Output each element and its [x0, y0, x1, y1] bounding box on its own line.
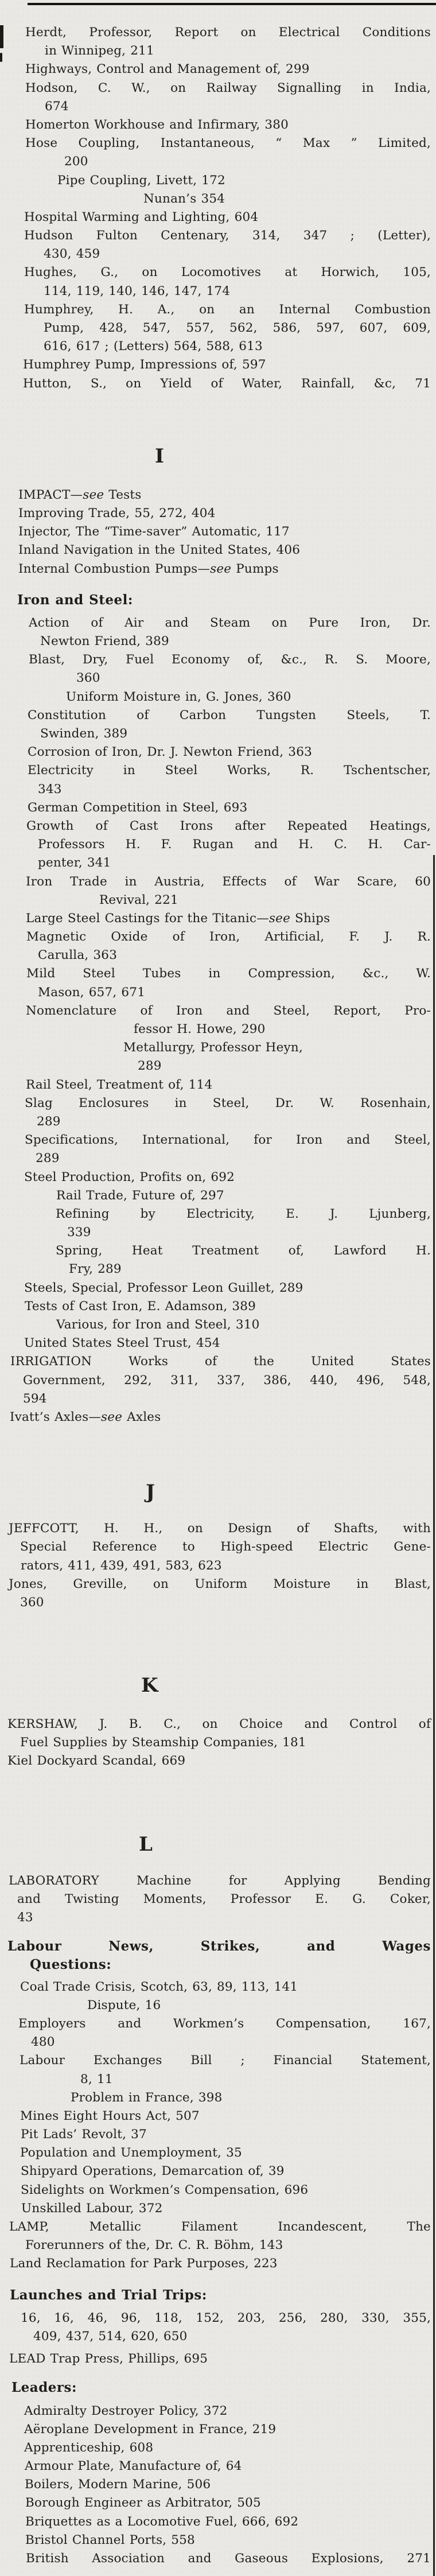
index-line: Specifications, International, for Iron and Steel, [25, 1133, 431, 1148]
index-line: Spring, Heat Treatment of, Lawford H. [56, 1244, 431, 1258]
index-line: Uniform Moisture in, G. Jones, 360 [66, 689, 291, 704]
section-letter-i: I [155, 444, 165, 468]
index-line: Constitution of Carbon Tungsten Steels, T. [28, 708, 431, 722]
index-text: IMPACT— [18, 487, 83, 502]
subject-heading: Iron and Steel: [17, 592, 133, 608]
section-letter-k: K [141, 1674, 159, 1697]
index-line: 343 [38, 782, 62, 796]
index-line: Unskilled Labour, 372 [21, 2201, 163, 2216]
index-line: 409, 437, 514, 620, 650 [33, 2329, 188, 2344]
index-line: Various, for Iron and Steel, 310 [56, 1318, 260, 1332]
subject-heading: Leaders: [11, 2380, 77, 2396]
index-line: Hodson, C. W., on Railway Signalling in India, [25, 80, 431, 95]
index-line: Humphrey Pump, Impressions of, 597 [23, 358, 266, 372]
see-reference: see [101, 1409, 123, 1424]
index-text: Large Steel Castings for the Titanic— [26, 911, 269, 926]
index-line: Homerton Workhouse and Infirmary, 380 [25, 117, 289, 132]
index-line: Mild Steel Tubes in Compression, &c., W. [26, 966, 431, 981]
index-line: 289 [138, 1059, 162, 1074]
index-line: JEFFCOTT, H. H., on Design of Shafts, with [9, 1521, 431, 1536]
index-text: Ivatt’s Axles— [10, 1409, 102, 1424]
index-line: Tests of Cast Iron, E. Adamson, 389 [25, 1299, 256, 1314]
index-line: and Twisting Moments, Professor E. G. Coker, [17, 1891, 431, 1906]
index-line: Electricity in Steel Works, R. Tschentscher, [28, 763, 431, 778]
index-line: Government, 292, 311, 337, 386, 440, 496, 548, [23, 1373, 431, 1388]
index-line: 616, 617 ; (Letters) 564, 588, 613 [44, 339, 263, 354]
index-line: Armour Plate, Manufacture of, 64 [25, 2459, 242, 2474]
index-line: Rail Steel, Treatment of, 114 [26, 1077, 213, 1092]
index-line: in Winnipeg, 211 [45, 44, 154, 59]
index-line: Refining by Electricity, E. J. Ljunberg, [56, 1206, 431, 1221]
see-reference: see [83, 487, 104, 502]
index-line: Injector, The “Time-saver” Automatic, 117 [18, 524, 290, 539]
index-line: Metallurgy, Professor Heyn, [123, 1040, 303, 1055]
index-line: Carulla, 363 [38, 948, 118, 963]
index-line: United States Steel Trust, 454 [24, 1336, 220, 1351]
index-line: penter, 341 [38, 856, 111, 871]
index-line: Forerunners of the, Dr. C. R. Böhm, 143 [25, 2238, 283, 2253]
index-line: Hospital Warming and Lighting, 604 [24, 209, 259, 224]
index-line: Employers and Workmen’s Compensation, 167, [18, 2016, 431, 2031]
index-line: Hughes, G., on Locomotives at Horwich, 105, [24, 265, 431, 280]
index-text: Internal Combustion Pumps— [18, 561, 211, 576]
index-line: Corrosion of Iron, Dr. J. Newton Friend, 363 [28, 745, 312, 760]
index-line: Problem in France, 398 [71, 2090, 223, 2105]
index-line: Swinden, 389 [40, 726, 128, 741]
index-line: 360 [76, 671, 100, 686]
subject-heading: Labour News, Strikes, and Wages [7, 1938, 431, 1955]
index-line: 289 [37, 1114, 61, 1129]
index-text: Ships [290, 911, 330, 926]
see-reference: see [210, 561, 232, 576]
index-line: 289 [36, 1151, 60, 1166]
index-line: Humphrey, H. A., on an Internal Combustion [24, 302, 431, 317]
index-line [0, 1408, 436, 1427]
index-line: Steel Production, Profits on, 692 [24, 1170, 235, 1184]
index-line: KERSHAW, J. B. C., on Choice and Control of [7, 1717, 431, 1732]
index-line: Land Reclamation for Park Purposes, 223 [10, 2256, 278, 2271]
index-text: Axles [122, 1409, 161, 1424]
index-line: LAMP, Metallic Filament Incandescent, The [9, 2220, 431, 2234]
index-line: Fry, 289 [69, 1262, 122, 1277]
index-line: Mines Eight Hours Act, 507 [20, 2108, 200, 2123]
index-line: 200 [64, 154, 88, 169]
see-reference: see [268, 911, 291, 926]
index-line: 16, 16, 46, 96, 118, 152, 203, 256, 280, 330, 355, [21, 2310, 431, 2325]
index-line: 8, 11 [80, 2072, 113, 2087]
index-line: Growth of Cast Irons after Repeated Heatings, [26, 818, 431, 833]
index-line: Jones, Greville, on Uniform Moisture in Blast, [9, 1576, 431, 1591]
index-line: Pump, 428, 547, 557, 562, 586, 597, 607, 609, [44, 321, 431, 335]
index-line: Dispute, 16 [87, 1998, 161, 2012]
index-line: Mason, 657, 671 [38, 985, 146, 1000]
index-line: Coal Trade Crisis, Scotch, 63, 89, 113, 141 [20, 1979, 298, 1994]
index-line: Newton Friend, 389 [40, 634, 169, 649]
index-line: rators, 411, 439, 491, 583, 623 [21, 1558, 222, 1573]
index-line: Highways, Control and Management of, 299 [25, 62, 310, 77]
index-line: Hose Coupling, Instantaneous, “ Max ” Limited, [25, 136, 431, 151]
index-text: Tests [104, 487, 142, 502]
index-line: Briquettes as a Locomotive Fuel, 666, 692 [25, 2514, 299, 2529]
index-line: Population and Unemployment, 35 [20, 2146, 242, 2161]
index-line: 339 [67, 1225, 91, 1240]
index-line: Action of Air and Steam on Pure Iron, Dr. [29, 615, 431, 630]
index-line: Nunan’s 354 [143, 191, 225, 206]
index-line: Pipe Coupling, Livett, 172 [57, 173, 225, 188]
index-line: 480 [31, 2035, 55, 2050]
subject-heading: Launches and Trial Trips: [10, 2287, 207, 2303]
index-line: Special Reference to High-speed Electric Gene- [20, 1540, 431, 1555]
index-line: Aëroplane Development in France, 219 [24, 2422, 277, 2437]
subject-heading: Questions: [30, 1957, 112, 1973]
index-line: Iron Trade in Austria, Effects of War Scare, 60 [26, 874, 431, 889]
index-line: LABORATORY Machine for Applying Bending [9, 1873, 431, 1888]
section-letter-j: J [146, 1481, 156, 1504]
index-line: 594 [23, 1391, 47, 1406]
index-line: Pit Lads’ Revolt, 37 [21, 2127, 147, 2142]
index-line: Revival, 221 [99, 892, 178, 907]
index-line: LEAD Trap Press, Phillips, 695 [9, 2352, 208, 2367]
index-line: Nomenclature of Iron and Steel, Report, Pro- [26, 1003, 431, 1018]
index-line: Blast, Dry, Fuel Economy of, &c., R. S. Moore, [29, 652, 431, 667]
index-line: Bristol Channel Ports, 558 [25, 2532, 195, 2547]
index-line: Magnetic Oxide of Iron, Artificial, F. J. R. [26, 930, 431, 945]
index-line: Admiralty Destroyer Policy, 372 [24, 2403, 228, 2418]
index-line: Hutton, S., on Yield of Water, Rainfall, &c, 71 [23, 376, 431, 391]
index-line: Boilers, Modern Marine, 506 [25, 2477, 211, 2492]
index-line: 114, 119, 140, 146, 147, 174 [44, 283, 231, 298]
index-line: Rail Trade, Future of, 297 [56, 1188, 224, 1203]
index-line: German Competition in Steel, 693 [28, 800, 248, 815]
index-line: 674 [45, 99, 69, 114]
index-line: 43 [17, 1910, 33, 1925]
index-line: IRRIGATION Works of the United States [10, 1354, 431, 1369]
index-line: Inland Navigation in the United States, 406 [18, 543, 301, 558]
index-line: Hudson Fulton Centenary, 314, 347 ; (Letter), [24, 228, 431, 243]
index-line: Steels, Special, Professor Leon Guillet, 289 [24, 1280, 303, 1295]
index-line: 360 [20, 1595, 44, 1610]
index-line: Shipyard Operations, Demarcation of, 39 [21, 2164, 285, 2179]
index-line [0, 560, 436, 578]
index-line: fessor H. Howe, 290 [134, 1022, 266, 1036]
index-line: British Association and Gaseous Explosions, 271 [26, 2551, 431, 2566]
section-letter-l: L [139, 1832, 153, 1856]
index-line: Sidelights on Workmen’s Compensation, 696 [21, 2182, 309, 2197]
index-line: 430, 459 [44, 247, 100, 262]
index-line: Borough Engineer as Arbitrator, 505 [25, 2496, 261, 2511]
index-line: Fuel Supplies by Steamship Companies, 181 [20, 1735, 306, 1750]
index-line: Improving Trade, 55, 272, 404 [18, 506, 216, 520]
index-line: Labour Exchanges Bill ; Financial Statement, [20, 2053, 431, 2068]
index-line: Professors H. F. Rugan and H. C. H. Car- [38, 837, 431, 852]
index-line [0, 486, 436, 504]
index-line: Slag Enclosures in Steel, Dr. W. Rosenhain, [25, 1095, 431, 1110]
index-text: Pumps [231, 561, 279, 576]
index-line [0, 910, 436, 928]
index-line: Herdt, Professor, Report on Electrical Conditions [25, 25, 431, 40]
index-line: Apprenticeship, 608 [24, 2440, 154, 2455]
index-line: Kiel Dockyard Scandal, 669 [7, 1754, 186, 1769]
